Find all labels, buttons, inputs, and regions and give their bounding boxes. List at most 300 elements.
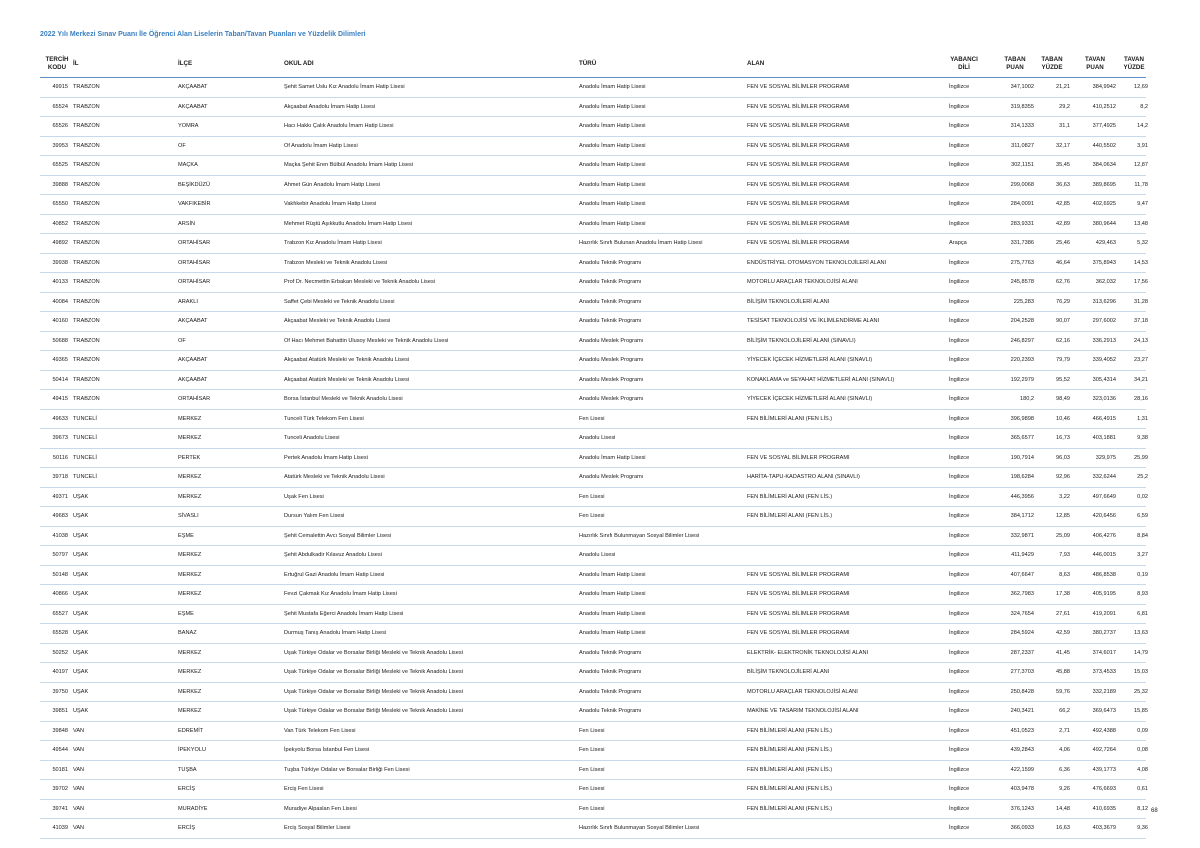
cell-okul-adi: Uşak Türkiye Odalar ve Borsalar Birliği Mesleki ve Teknik Anadolu Lisesi bbox=[284, 649, 463, 656]
cell-taban-yuzde: 17,38 bbox=[1056, 591, 1070, 597]
cell-tavan-yuzde: 8,84 bbox=[1137, 532, 1148, 539]
cell-yabanci-dili: İngilizce bbox=[949, 396, 970, 402]
cell-turu: Anadolu İmam Hatip Lisesi bbox=[579, 630, 646, 636]
cell-tercih-kodu: 39938 bbox=[52, 259, 68, 266]
cell-alan: FEN BİLİMLERİ ALANI (FEN LİS.) bbox=[747, 415, 833, 422]
cell-alan: MAKİNE VE TASARIM TEKNOLOJİSİ ALANI bbox=[747, 708, 859, 714]
cell-yabanci-dili: İngilizce bbox=[949, 84, 970, 90]
table-row bbox=[40, 332, 1146, 352]
cell-yabanci-dili: Arapça bbox=[949, 240, 967, 246]
cell-okul-adi: Atatürk Mesleki ve Teknik Anadolu Lisesi bbox=[284, 474, 385, 480]
cell-il: TUNCELİ bbox=[73, 415, 97, 422]
cell-turu: Anadolu Lisesi bbox=[579, 552, 616, 558]
cell-okul-adi: Mehmet Rüştü Aşıkkutlu Anadolu İmam Hatip Lisesi bbox=[284, 220, 413, 227]
cell-ilce: PERTEK bbox=[178, 454, 201, 461]
cell-yabanci-dili: İngilizce bbox=[949, 376, 970, 383]
cell-turu: Anadolu İmam Hatip Lisesi bbox=[579, 201, 646, 207]
cell-tavan-yuzde: 24,13 bbox=[1134, 337, 1148, 344]
cell-il: TRABZON bbox=[73, 357, 100, 363]
header-tercih-kodu: TERCİH KODU bbox=[45, 56, 69, 71]
cell-ilce: MERKEZ bbox=[178, 649, 202, 656]
cell-alan: MOTORLU ARAÇLAR TEKNOLOJİSİ ALANI bbox=[747, 279, 858, 285]
cell-ilce: MERKEZ bbox=[178, 688, 202, 695]
table-row bbox=[40, 546, 1146, 566]
cell-tercih-kodu: 39750 bbox=[52, 688, 68, 695]
cell-turu: Anadolu Meslek Programı bbox=[579, 357, 644, 363]
cell-tercih-kodu: 40197 bbox=[52, 669, 68, 675]
table-row bbox=[40, 761, 1146, 781]
cell-alan: FEN VE SOSYAL BİLİMLER PROGRAMI bbox=[747, 240, 850, 246]
cell-taban-yuzde: 42,59 bbox=[1056, 630, 1070, 636]
table-row bbox=[40, 683, 1146, 703]
cell-okul-adi: Hacı Hakkı Çalık Anadolu İmam Hatip Lisesi bbox=[284, 123, 394, 129]
cell-tavan-yuzde: 25,99 bbox=[1134, 454, 1148, 461]
cell-ilce: MERKEZ bbox=[178, 552, 202, 558]
table-row bbox=[40, 273, 1146, 293]
cell-yabanci-dili: İngilizce bbox=[949, 786, 970, 792]
cell-il: TUNCELİ bbox=[73, 454, 97, 461]
cell-tavan-yuzde: 12,87 bbox=[1134, 162, 1148, 168]
cell-yabanci-dili: İngilizce bbox=[949, 337, 970, 344]
cell-taban-puan: 277,3703 bbox=[1010, 669, 1034, 675]
table-row bbox=[40, 98, 1146, 118]
cell-taban-puan: 284,5924 bbox=[1010, 630, 1034, 636]
cell-tercih-kodu: 39851 bbox=[52, 708, 68, 714]
cell-tavan-yuzde: 23,27 bbox=[1134, 357, 1148, 363]
cell-okul-adi: Prof Dr. Necmettin Erbakan Mesleki ve Teknik Anadolu Lisesi bbox=[284, 279, 435, 285]
cell-turu: Anadolu İmam Hatip Lisesi bbox=[579, 162, 646, 168]
cell-tavan-yuzde: 0,61 bbox=[1137, 786, 1148, 792]
cell-tavan-puan: 476,6693 bbox=[1092, 786, 1116, 792]
cell-taban-yuzde: 27,61 bbox=[1056, 610, 1070, 617]
cell-taban-puan: 299,0068 bbox=[1010, 181, 1034, 188]
cell-il: VAN bbox=[73, 825, 85, 831]
cell-yabanci-dili: İngilizce bbox=[949, 825, 970, 831]
cell-okul-adi: Tunceli Anadolu Lisesi bbox=[284, 435, 340, 441]
cell-yabanci-dili: İngilizce bbox=[949, 610, 970, 617]
cell-ilce: ARSİN bbox=[178, 220, 196, 227]
cell-il: TRABZON bbox=[73, 279, 100, 285]
cell-ilce: İPEKYOLU bbox=[178, 747, 206, 753]
cell-tercih-kodu: 50181 bbox=[52, 766, 68, 773]
cell-tavan-yuzde: 31,28 bbox=[1134, 298, 1148, 305]
cell-taban-yuzde: 14,48 bbox=[1056, 805, 1070, 812]
cell-taban-yuzde: 12,85 bbox=[1056, 513, 1070, 519]
cell-alan: FEN BİLİMLERİ ALANI (FEN LİS.) bbox=[747, 513, 833, 519]
cell-taban-puan: 250,8428 bbox=[1010, 688, 1034, 695]
cell-alan: FEN BİLİMLERİ ALANI (FEN LİS.) bbox=[747, 747, 833, 753]
cell-tercih-kodu: 49683 bbox=[52, 513, 68, 519]
table-row bbox=[40, 741, 1146, 761]
cell-yabanci-dili: İngilizce bbox=[949, 493, 970, 500]
cell-taban-puan: 283,9331 bbox=[1010, 220, 1034, 227]
cell-tavan-yuzde: 6,81 bbox=[1137, 610, 1148, 617]
cell-taban-yuzde: 4,06 bbox=[1059, 747, 1070, 753]
cell-turu: Anadolu Teknik Programı bbox=[579, 669, 642, 675]
cell-alan: BİLİŞİM TEKNOLOJİLERİ ALANI bbox=[747, 298, 830, 305]
cell-tercih-kodu: 39673 bbox=[52, 435, 68, 441]
cell-tavan-puan: 323,0136 bbox=[1092, 396, 1116, 402]
table-row bbox=[40, 312, 1146, 332]
cell-turu: Anadolu Teknik Programı bbox=[579, 708, 642, 714]
cell-taban-puan: 180,2 bbox=[1020, 396, 1034, 402]
cell-taban-puan: 407,6647 bbox=[1010, 571, 1034, 578]
cell-turu: Hazırlık Sınıfı Bulunmayan Sosyal Bilimler Lisesi bbox=[579, 532, 700, 539]
cell-turu: Fen Lisesi bbox=[579, 513, 605, 519]
cell-okul-adi: Fevzi Çakmak Kız Anadolu İmam Hatip Lisesi bbox=[284, 591, 397, 597]
cell-turu: Anadolu Meslek Programı bbox=[579, 337, 644, 344]
cell-il: UŞAK bbox=[73, 649, 89, 656]
cell-alan: FEN BİLİMLERİ ALANI (FEN LİS.) bbox=[747, 727, 833, 734]
cell-taban-puan: 192,2979 bbox=[1010, 376, 1034, 383]
cell-taban-puan: 332,9871 bbox=[1010, 532, 1034, 539]
cell-tavan-puan: 410,6935 bbox=[1092, 805, 1116, 812]
cell-ilce: BEŞİKDÜZÜ bbox=[178, 181, 211, 188]
cell-il: UŞAK bbox=[73, 708, 89, 714]
cell-tavan-puan: 497,6649 bbox=[1092, 493, 1116, 500]
cell-taban-puan: 384,1712 bbox=[1010, 513, 1034, 519]
cell-il: TRABZON bbox=[73, 123, 100, 129]
cell-tavan-puan: 492,7264 bbox=[1092, 747, 1116, 753]
cell-tavan-puan: 374,6017 bbox=[1092, 649, 1116, 656]
cell-alan: FEN VE SOSYAL BİLİMLER PROGRAMI bbox=[747, 162, 850, 168]
cell-taban-yuzde: 90,07 bbox=[1056, 318, 1070, 324]
cell-taban-puan: 275,7763 bbox=[1010, 259, 1034, 266]
cell-ilce: OF bbox=[178, 142, 186, 149]
cell-alan: KONAKLAMA ve SEYAHAT HİZMETLERİ ALANI (SINAVLI) bbox=[747, 376, 895, 383]
cell-alan: TESİSAT TEKNOLOJİSİ VE İKLİMLENDİRME ALANI bbox=[747, 318, 880, 324]
cell-ilce: BANAZ bbox=[178, 630, 197, 636]
cell-yabanci-dili: İngilizce bbox=[949, 708, 970, 714]
cell-alan: MOTORLU ARAÇLAR TEKNOLOJİSİ ALANI bbox=[747, 688, 858, 695]
cell-il: TRABZON bbox=[73, 396, 100, 402]
cell-okul-adi: Maçka Şehit Eren Bülbül Anadolu İmam Hatip Lisesi bbox=[284, 162, 414, 168]
cell-taban-yuzde: 62,16 bbox=[1056, 337, 1070, 344]
cell-tavan-puan: 384,9942 bbox=[1092, 84, 1116, 90]
cell-okul-adi: Tunceli Türk Telekom Fen Lisesi bbox=[284, 415, 364, 422]
cell-alan: FEN VE SOSYAL BİLİMLER PROGRAMI bbox=[747, 454, 850, 461]
cell-tavan-yuzde: 13,48 bbox=[1134, 220, 1148, 227]
cell-tercih-kodu: 41039 bbox=[52, 825, 68, 831]
cell-taban-puan: 198,6284 bbox=[1010, 474, 1034, 480]
cell-tavan-puan: 297,6002 bbox=[1092, 318, 1116, 324]
table-row bbox=[40, 176, 1146, 196]
cell-ilce: AKÇAABAT bbox=[178, 376, 208, 383]
cell-alan: ELEKTRİK- ELEKTRONİK TEKNOLOJİSİ ALANI bbox=[747, 649, 869, 656]
cell-tavan-yuzde: 25,32 bbox=[1134, 688, 1148, 695]
cell-ilce: ERCİŞ bbox=[178, 825, 196, 831]
cell-tercih-kodu: 49544 bbox=[52, 747, 68, 753]
cell-taban-yuzde: 2,71 bbox=[1059, 727, 1070, 734]
cell-tavan-puan: 429,463 bbox=[1095, 240, 1116, 246]
cell-alan: FEN BİLİMLERİ ALANI (FEN LİS.) bbox=[747, 493, 833, 500]
cell-il: UŞAK bbox=[73, 571, 89, 578]
table-row bbox=[40, 429, 1146, 449]
cell-yabanci-dili: İngilizce bbox=[949, 766, 970, 773]
cell-taban-yuzde: 7,93 bbox=[1059, 552, 1070, 558]
cell-taban-yuzde: 25,09 bbox=[1056, 532, 1070, 539]
cell-il: VAN bbox=[73, 786, 85, 792]
cell-taban-puan: 324,7654 bbox=[1010, 610, 1034, 617]
cell-taban-yuzde: 16,73 bbox=[1056, 435, 1070, 441]
cell-il: TRABZON bbox=[73, 103, 100, 110]
cell-turu: Fen Lisesi bbox=[579, 727, 605, 734]
table-row bbox=[40, 195, 1146, 215]
cell-taban-yuzde: 6,36 bbox=[1059, 766, 1070, 773]
table-row bbox=[40, 137, 1146, 157]
cell-il: VAN bbox=[73, 747, 85, 753]
table-row bbox=[40, 800, 1146, 820]
cell-tavan-puan: 362,032 bbox=[1095, 279, 1116, 285]
cell-tavan-yuzde: 6,59 bbox=[1137, 513, 1148, 519]
cell-taban-yuzde: 66,2 bbox=[1059, 708, 1070, 714]
page-number: 68 bbox=[1151, 808, 1158, 814]
cell-tercih-kodu: 65528 bbox=[52, 630, 68, 636]
cell-taban-yuzde: 79,79 bbox=[1056, 357, 1070, 363]
cell-ilce: TUŞBA bbox=[178, 766, 197, 773]
cell-tavan-yuzde: 8,2 bbox=[1140, 103, 1148, 110]
cell-yabanci-dili: İngilizce bbox=[949, 454, 970, 461]
cell-okul-adi: Uşak Fen Lisesi bbox=[284, 493, 324, 500]
cell-taban-puan: 204,2528 bbox=[1010, 318, 1034, 324]
cell-alan: FEN VE SOSYAL BİLİMLER PROGRAMI bbox=[747, 591, 850, 597]
cell-tavan-puan: 486,8538 bbox=[1092, 571, 1116, 578]
cell-taban-yuzde: 41,45 bbox=[1056, 649, 1070, 656]
cell-tercih-kodu: 39848 bbox=[52, 727, 68, 734]
cell-turu: Fen Lisesi bbox=[579, 805, 605, 812]
cell-ilce: MERKEZ bbox=[178, 708, 202, 714]
cell-turu: Anadolu İmam Hatip Lisesi bbox=[579, 142, 646, 149]
cell-tavan-puan: 466,4915 bbox=[1092, 415, 1116, 422]
cell-il: TUNCELİ bbox=[73, 474, 97, 480]
cell-okul-adi: Pertek Anadolu İmam Hatip Lisesi bbox=[284, 454, 368, 461]
cell-taban-yuzde: 95,52 bbox=[1056, 376, 1070, 383]
cell-tavan-yuzde: 0,19 bbox=[1137, 571, 1148, 578]
cell-turu: Anadolu İmam Hatip Lisesi bbox=[579, 123, 646, 129]
cell-taban-yuzde: 10,46 bbox=[1056, 415, 1070, 422]
cell-tavan-puan: 380,2737 bbox=[1092, 630, 1116, 636]
cell-okul-adi: Dursun Yalım Fen Lisesi bbox=[284, 513, 345, 519]
cell-yabanci-dili: İngilizce bbox=[949, 357, 970, 363]
cell-okul-adi: Erciş Sosyal Bilimler Lisesi bbox=[284, 825, 351, 831]
cell-turu: Anadolu Meslek Programı bbox=[579, 474, 644, 480]
cell-il: VAN bbox=[73, 805, 85, 812]
cell-ilce: ORTAHİSAR bbox=[178, 259, 211, 266]
cell-ilce: AKÇAABAT bbox=[178, 84, 208, 90]
cell-yabanci-dili: İngilizce bbox=[949, 571, 970, 578]
cell-turu: Anadolu İmam Hatip Lisesi bbox=[579, 103, 646, 110]
cell-okul-adi: Uşak Türkiye Odalar ve Borsalar Birliği Mesleki ve Teknik Anadolu Lisesi bbox=[284, 688, 463, 695]
cell-ilce: ORTAHİSAR bbox=[178, 240, 211, 246]
cell-turu: Fen Lisesi bbox=[579, 766, 605, 773]
table-body bbox=[40, 78, 1146, 839]
cell-taban-yuzde: 29,2 bbox=[1059, 103, 1070, 110]
cell-il: UŞAK bbox=[73, 630, 89, 636]
cell-taban-puan: 220,2393 bbox=[1010, 357, 1034, 363]
cell-yabanci-dili: İngilizce bbox=[949, 805, 970, 812]
table-row bbox=[40, 585, 1146, 605]
cell-turu: Anadolu İmam Hatip Lisesi bbox=[579, 84, 646, 90]
cell-yabanci-dili: İngilizce bbox=[949, 318, 970, 324]
cell-tavan-yuzde: 1,31 bbox=[1137, 415, 1148, 422]
cell-alan: FEN VE SOSYAL BİLİMLER PROGRAMI bbox=[747, 630, 850, 636]
cell-okul-adi: Akçaabat Anadolu İmam Hatip Lisesi bbox=[284, 103, 376, 110]
cell-yabanci-dili: İngilizce bbox=[949, 474, 970, 480]
cell-yabanci-dili: İngilizce bbox=[949, 162, 970, 168]
cell-alan: FEN VE SOSYAL BİLİMLER PROGRAMI bbox=[747, 201, 850, 207]
cell-il: TRABZON bbox=[73, 201, 100, 207]
cell-tercih-kodu: 50688 bbox=[52, 337, 68, 344]
table-row bbox=[40, 702, 1146, 722]
cell-il: VAN bbox=[73, 766, 85, 773]
cell-tavan-puan: 336,2913 bbox=[1092, 337, 1116, 344]
cell-yabanci-dili: İngilizce bbox=[949, 103, 970, 110]
header-tavan-puan: TAVAN PUAN bbox=[1085, 56, 1105, 71]
cell-alan: BİLİŞİM TEKNOLOJİLERİ ALANI bbox=[747, 669, 830, 675]
cell-tavan-puan: 373,4533 bbox=[1092, 669, 1116, 675]
cell-yabanci-dili: İngilizce bbox=[949, 591, 970, 597]
cell-ilce: MERKEZ bbox=[178, 669, 202, 675]
cell-tavan-yuzde: 28,16 bbox=[1134, 396, 1148, 402]
cell-yabanci-dili: İngilizce bbox=[949, 688, 970, 695]
cell-taban-puan: 411,9429 bbox=[1011, 552, 1034, 558]
cell-alan: HARİTA-TAPU-KADASTRO ALANI (SINAVLI) bbox=[747, 474, 860, 480]
cell-alan: FEN VE SOSYAL BİLİMLER PROGRAMI bbox=[747, 220, 850, 227]
cell-ilce: MERKEZ bbox=[178, 591, 202, 597]
cell-turu: Anadolu Teknik Programı bbox=[579, 279, 642, 285]
cell-tavan-yuzde: 14,2 bbox=[1137, 123, 1148, 129]
table-header bbox=[40, 55, 1146, 78]
page-title: 2022 Yılı Merkezi Sınav Puanı İle Öğrenci Alan Liselerin Taban/Tavan Puanları ve Yüzdelik Dilimleri bbox=[40, 31, 366, 38]
cell-okul-adi: Ahmet Gün Anadolu İmam Hatip Lisesi bbox=[284, 181, 381, 188]
cell-tavan-yuzde: 15,85 bbox=[1134, 708, 1148, 714]
cell-yabanci-dili: İngilizce bbox=[949, 181, 970, 188]
cell-taban-yuzde: 92,96 bbox=[1056, 474, 1070, 480]
cell-tavan-puan: 384,0634 bbox=[1092, 162, 1116, 168]
cell-tavan-yuzde: 0,02 bbox=[1137, 493, 1148, 500]
cell-tercih-kodu: 65524 bbox=[52, 103, 68, 110]
cell-tavan-puan: 377,4925 bbox=[1092, 123, 1116, 129]
cell-taban-puan: 396,9898 bbox=[1010, 415, 1034, 422]
cell-okul-adi: Trabzon Kız Anadolu İmam Hatip Lisesi bbox=[284, 240, 382, 246]
cell-il: UŞAK bbox=[73, 610, 89, 617]
cell-tavan-yuzde: 4,08 bbox=[1137, 766, 1148, 773]
cell-yabanci-dili: İngilizce bbox=[949, 649, 970, 656]
table-row bbox=[40, 254, 1146, 274]
cell-yabanci-dili: İngilizce bbox=[949, 220, 970, 227]
cell-tavan-yuzde: 0,09 bbox=[1137, 727, 1148, 734]
cell-taban-puan: 240,3421 bbox=[1010, 708, 1034, 714]
cell-yabanci-dili: İngilizce bbox=[949, 630, 970, 636]
table-row bbox=[40, 527, 1146, 547]
cell-tavan-yuzde: 8,12 bbox=[1137, 805, 1148, 812]
cell-taban-puan: 245,8578 bbox=[1010, 279, 1034, 285]
cell-tavan-yuzde: 9,47 bbox=[1137, 201, 1148, 207]
cell-taban-yuzde: 62,76 bbox=[1056, 279, 1070, 285]
cell-taban-puan: 347,1002 bbox=[1010, 84, 1034, 90]
cell-yabanci-dili: İngilizce bbox=[949, 415, 970, 422]
cell-taban-yuzde: 32,17 bbox=[1056, 142, 1070, 149]
cell-tercih-kodu: 50116 bbox=[52, 454, 68, 461]
cell-alan: FEN VE SOSYAL BİLİMLER PROGRAMI bbox=[747, 142, 850, 149]
cell-il: UŞAK bbox=[73, 552, 89, 558]
cell-il: UŞAK bbox=[73, 688, 89, 695]
table-row bbox=[40, 566, 1146, 586]
cell-tercih-kodu: 39718 bbox=[52, 474, 68, 480]
cell-turu: Anadolu Teknik Programı bbox=[579, 649, 642, 656]
cell-ilce: VAKFIKEBİR bbox=[178, 201, 211, 207]
cell-tavan-yuzde: 8,93 bbox=[1137, 591, 1148, 597]
cell-tercih-kodu: 40084 bbox=[52, 298, 68, 305]
header-okul-adi: OKUL ADI bbox=[284, 60, 314, 67]
cell-il: TRABZON bbox=[73, 220, 100, 227]
cell-tavan-puan: 313,6296 bbox=[1092, 298, 1116, 305]
header-il: İL bbox=[73, 60, 79, 67]
cell-tercih-kodu: 41038 bbox=[52, 532, 68, 539]
cell-taban-puan: 314,1333 bbox=[1010, 123, 1034, 129]
cell-yabanci-dili: İngilizce bbox=[949, 727, 970, 734]
cell-turu: Anadolu Lisesi bbox=[579, 435, 616, 441]
cell-taban-puan: 190,7914 bbox=[1010, 454, 1034, 461]
cell-turu: Anadolu İmam Hatip Lisesi bbox=[579, 454, 646, 461]
cell-taban-yuzde: 8,63 bbox=[1059, 571, 1070, 578]
cell-il: TRABZON bbox=[73, 181, 100, 188]
cell-okul-adi: Uşak Türkiye Odalar ve Borsalar Birliği Mesleki ve Teknik Anadolu Lisesi bbox=[284, 708, 463, 714]
cell-tavan-puan: 403,1881 bbox=[1092, 435, 1116, 441]
header-ilce: İLÇE bbox=[178, 60, 193, 67]
cell-tavan-yuzde: 3,91 bbox=[1137, 142, 1148, 149]
cell-tavan-yuzde: 17,56 bbox=[1134, 279, 1148, 285]
cell-okul-adi: Şehit Mustafa Eğerci Anadolu İmam Hatip Lisesi bbox=[284, 610, 404, 617]
cell-taban-yuzde: 25,46 bbox=[1056, 240, 1070, 246]
cell-tavan-yuzde: 0,08 bbox=[1137, 747, 1148, 753]
cell-tavan-puan: 446,0015 bbox=[1092, 552, 1116, 558]
cell-turu: Fen Lisesi bbox=[579, 786, 605, 792]
cell-tercih-kodu: 39888 bbox=[52, 181, 68, 188]
cell-ilce: AKÇAABAT bbox=[178, 318, 208, 324]
cell-yabanci-dili: İngilizce bbox=[949, 298, 970, 305]
cell-alan: YİYECEK İÇECEK HİZMETLERİ ALANI (SINAVLI) bbox=[747, 357, 873, 363]
cell-tercih-kodu: 49365 bbox=[52, 357, 68, 363]
cell-okul-adi: Uşak Türkiye Odalar ve Borsalar Birliği Mesleki ve Teknik Anadolu Lisesi bbox=[284, 669, 463, 675]
cell-tavan-puan: 329,975 bbox=[1095, 454, 1116, 461]
cell-tavan-puan: 332,2189 bbox=[1092, 688, 1116, 695]
cell-il: TRABZON bbox=[73, 318, 100, 324]
cell-turu: Anadolu Teknik Programı bbox=[579, 259, 642, 266]
cell-il: TRABZON bbox=[73, 142, 100, 149]
cell-ilce: MURADİYE bbox=[178, 805, 208, 812]
cell-tavan-puan: 406,4276 bbox=[1092, 532, 1116, 539]
cell-turu: Anadolu İmam Hatip Lisesi bbox=[579, 591, 646, 597]
cell-ilce: MAÇKA bbox=[178, 162, 198, 168]
cell-okul-adi: Akçaabat Atatürk Mesleki ve Teknik Anadolu Lisesi bbox=[284, 357, 410, 363]
cell-taban-yuzde: 42,89 bbox=[1056, 220, 1070, 227]
cell-tercih-kodu: 49915 bbox=[52, 84, 68, 90]
cell-taban-puan: 362,7983 bbox=[1010, 591, 1034, 597]
cell-yabanci-dili: İngilizce bbox=[949, 123, 970, 129]
cell-alan: FEN BİLİMLERİ ALANI (FEN LİS.) bbox=[747, 766, 833, 773]
cell-il: TRABZON bbox=[73, 337, 100, 344]
cell-taban-puan: 287,2337 bbox=[1010, 649, 1034, 656]
cell-okul-adi: İpekyolu Borsa İstanbul Fen Lisesi bbox=[284, 747, 370, 753]
cell-ilce: ORTAHİSAR bbox=[178, 279, 211, 285]
table-row bbox=[40, 819, 1146, 839]
cell-yabanci-dili: İngilizce bbox=[949, 142, 970, 149]
cell-taban-yuzde: 46,64 bbox=[1056, 259, 1070, 266]
cell-ilce: MERKEZ bbox=[178, 415, 202, 422]
cell-tavan-puan: 375,8943 bbox=[1092, 259, 1116, 266]
cell-okul-adi: Şehit Cemalettin Avcı Sosyal Bilimler Lisesi bbox=[284, 532, 392, 539]
